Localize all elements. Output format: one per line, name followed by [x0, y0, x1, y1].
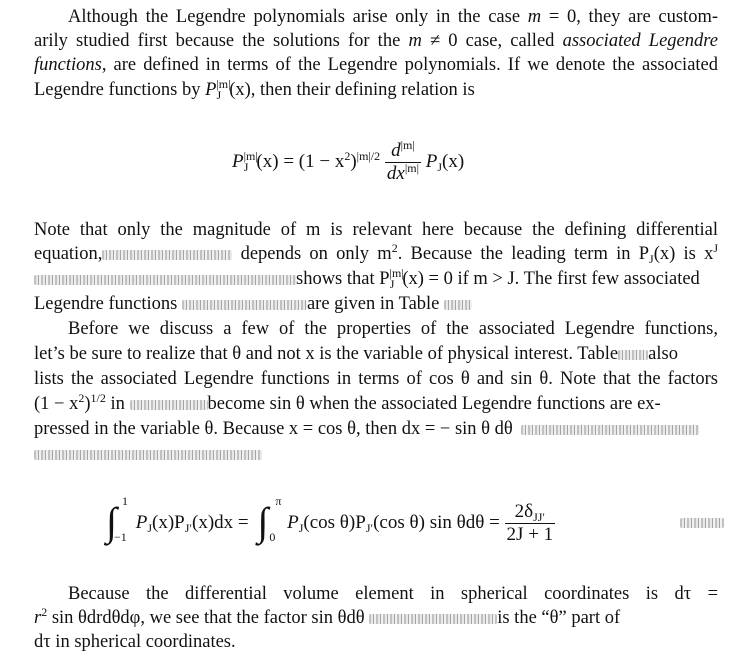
illegible-text	[521, 425, 699, 435]
paragraph3-line5: pressed in the variable θ. Because x = cos θ, then dx = − sin θ dθ	[34, 418, 718, 440]
integral-sign: ∫	[257, 499, 269, 544]
paragraph3-line2: let’s be sure to realize that θ and not x is the variable of physical interest. Table also	[34, 344, 678, 364]
paragraph3-line1: Before we discuss a few of the properties of the associated Legendre functions,	[68, 319, 718, 339]
integral-upper-limit: 1	[122, 494, 128, 508]
paragraph1-line4: Legendre functions by $P^{|m|}_J$ (x), then their defining relation is	[34, 77, 475, 102]
illegible-text	[618, 350, 648, 360]
illegible-text	[102, 250, 232, 260]
paragraph2-line4: Legendre functions are given in Table	[34, 293, 718, 315]
illegible-text	[444, 300, 472, 310]
paragraph4-line3: dτ in spherical coordinates.	[34, 632, 236, 652]
illegible-text	[34, 275, 296, 285]
illegible-text	[680, 518, 724, 528]
paragraph2-line3: shows that $P^{|m|}_J$ (x) = 0 if m > J. The first few associated	[34, 268, 718, 290]
paragraph1-line1: Although the Legendre polynomials arise only in the case m = 0, they are custom-	[68, 7, 718, 27]
integral-sign: ∫	[106, 499, 117, 544]
paragraph1-line3: functions, are defined in terms of the Legendre polynomials. If we denote the associated	[34, 55, 718, 75]
integral-upper-limit: π	[275, 494, 282, 508]
paragraph3-line6	[34, 443, 718, 465]
integral-lower-limit: 0	[269, 530, 276, 544]
paragraph3-line4: $(1 - x^2)^{1/2}$ in become sin θ when the associated Legendre functions are ex-	[34, 391, 661, 414]
kronecker-fraction: $\frac{2\delta_{JJ'}}{2J + 1}$	[506, 501, 554, 545]
equation-number	[680, 512, 724, 533]
integral-lower-limit: −1	[114, 530, 127, 544]
paragraph1-line2: arily studied first because the solutions for the m ≠ 0 case, called associated Legendre	[34, 31, 718, 51]
illegible-text	[34, 450, 262, 460]
illegible-text	[369, 614, 497, 624]
illegible-text	[130, 400, 208, 410]
paragraph4-line1: Because the differential volume element in spherical coordinates is dτ =	[68, 584, 718, 604]
paragraph2-line1: Note that only the magnitude of m is relevant here because the defining differential	[34, 220, 718, 240]
derivative-fraction: $\frac{d^{|m|}}{dx^{|m|}}$	[386, 138, 419, 184]
equation-associated-legendre-definition: $P^{|m|}_J$ $(x) = (1 - x^2)^{|m|/2}$ $\frac{d^{|m|}}{dx^{|m|}}$ $P_J(x)$	[232, 138, 465, 184]
paragraph4-line2: $r^2$ sin θdrdθdφ, we see that the factor sin θdθ is the “θ” part of	[34, 605, 621, 628]
equation-orthogonality: ∫ 1 −1 $P_J(x)P_{J'}(x)dx$ = ∫ π 0 $P_J(\cos$ $\theta)P_{J'}(\cos$ θ) sin θdθ = $\frac{2\delta_{JJ'}}{2J + 1}$	[106, 494, 554, 545]
illegible-text	[182, 300, 307, 310]
paragraph3-line3: lists the associated Legendre functions in terms of cos θ and sin θ. Note that the factors	[34, 369, 718, 389]
paragraph2-line2: equation, depends on only $m^2$. Because the leading term in $P_J(x)$ is $x^J$	[34, 241, 718, 266]
